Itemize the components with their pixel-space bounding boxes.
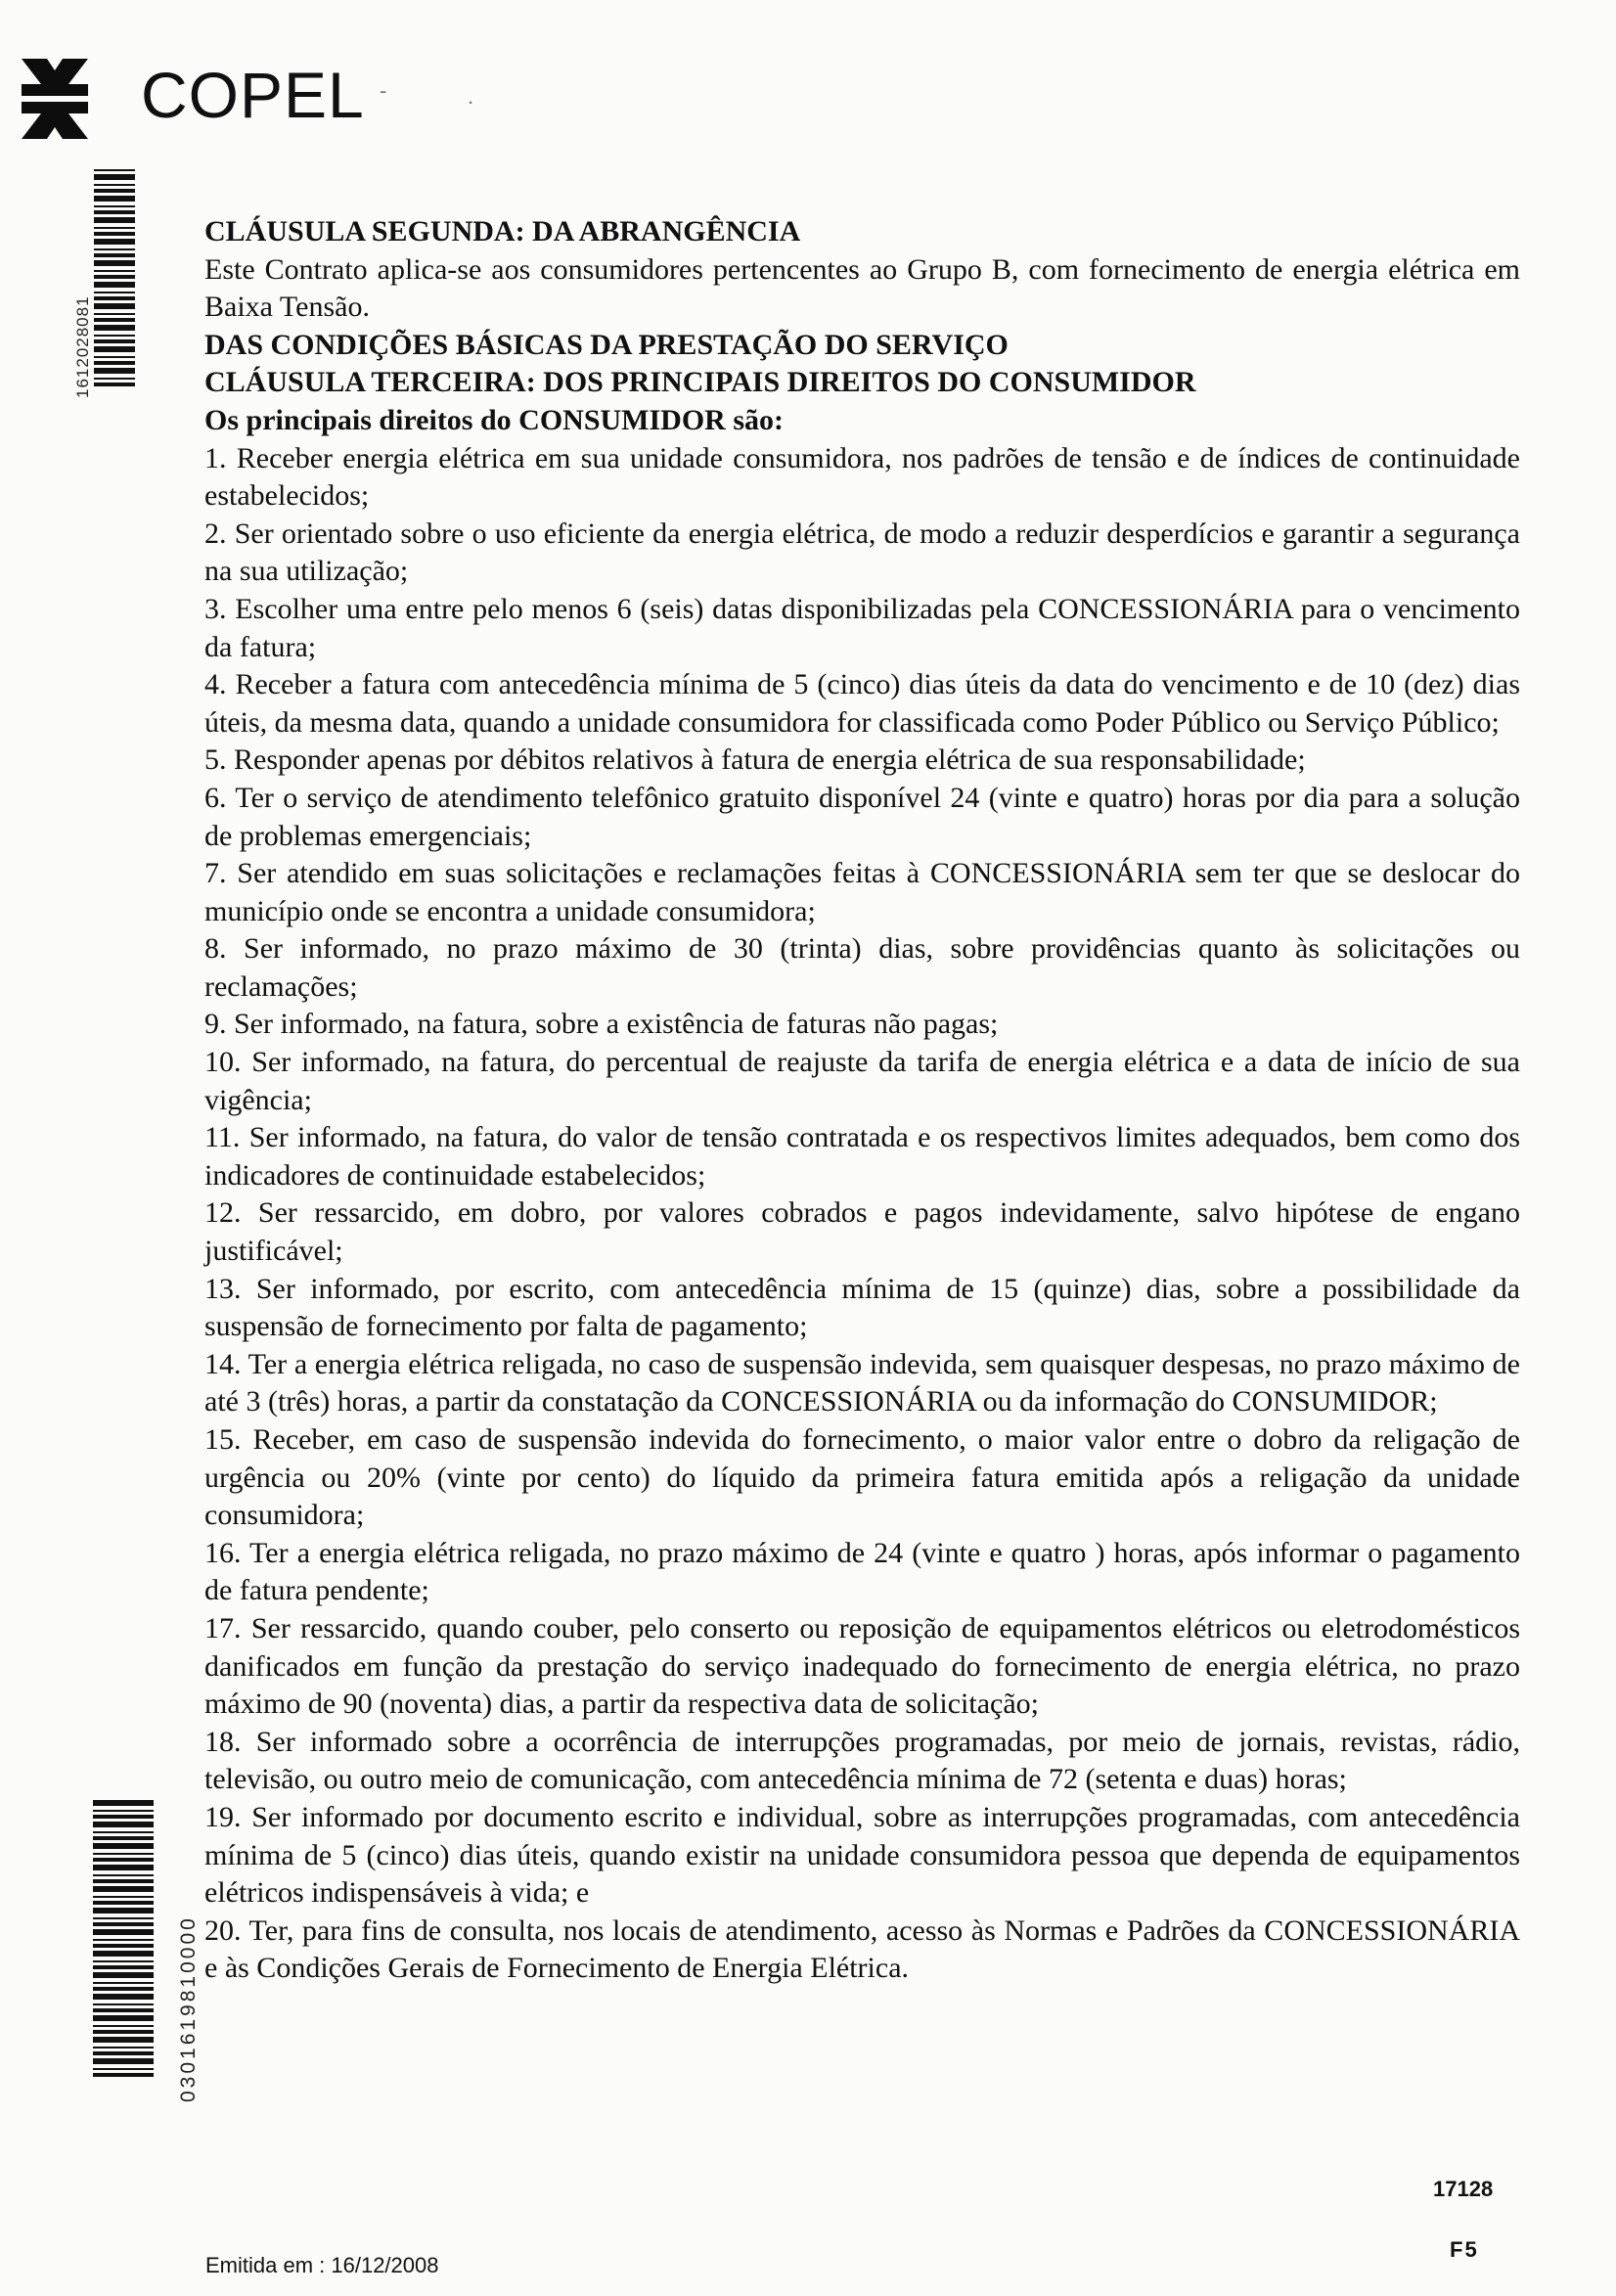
right-item-7: 7. Ser atendido em suas solicitações e reclamações feitas à CONCESSIONÁRIA sem ter que se deslocar do município onde se encontra a unidade consumidora; [204,857,1520,927]
barcode-bottom [93,1800,154,2077]
right-item-3: 3. Escolher uma entre pelo menos 6 (seis) datas disponibilizadas pela CONCESSIONÁRIA para o vencimento da fatura; [204,592,1520,663]
right-item-14: 14. Ter a energia elétrica religada, no caso de suspensão indevida, sem quaisquer despesas, no prazo máximo de até 3 (três) horas, a partir da constatação da CONCESSIONÁRIA ou da informação do CONSUMIDOR; [204,1347,1520,1418]
right-item-18: 18. Ser informado sobre a ocorrência de interrupções programadas, por meio de jornais, revistas, rádio, televisão, ou outro meio de comunicação, com antecedência mínima de 72 (setenta e duas) horas; [204,1725,1520,1796]
right-item-5: 5. Responder apenas por débitos relativos à fatura de energia elétrica de sua responsabilidade; [204,743,1306,777]
right-item-15: 15. Receber, em caso de suspensão indevida do fornecimento, o maior valor entre o dobro da religação de urgência ou 20% (vinte por cento) do líquido da primeira fatura emitida após a religação da unidade consumidora; [204,1423,1520,1532]
right-item-10: 10. Ser informado, na fatura, do percentual de reajuste da tarifa de energia elétrica e a data de início de sua vigência; [204,1046,1520,1116]
scan-artifact: - [380,78,387,103]
barcode-top [94,169,135,386]
copel-logo-icon [14,41,121,149]
right-item-4: 4. Receber a fatura com antecedência mínima de 5 (cinco) dias úteis da data do vencimento e de 10 (dez) dias úteis, da mesma data, quando a unidade consumidora for classificada como Poder Público ou Serviço Público; [204,668,1520,739]
company-header [14,41,464,149]
document-code: 17128 [1433,2177,1494,2201]
scan-artifact: . [468,84,474,109]
right-item-20: 20. Ter, para fins de consulta, nos locais de atendimento, acesso às Normas e Padrões da CONCESSIONÁRIA e às Condições Gerais de Fornecimento de Energia Elétrica. [204,1913,1520,1985]
contract-content [204,213,1520,1988]
right-item-1: 1. Receber energia elétrica em sua unidade consumidora, nos padrões de tensão e de índices de continuidade estabelecidos; [204,441,1520,513]
clause-two-title: CLÁUSULA SEGUNDA: DA ABRANGÊNCIA [204,215,801,248]
barcode-top-number: 1612028081 [73,295,92,398]
right-item-19: 19. Ser informado por documento escrito e individual, sobre as interrupções programadas, com antecedência mínima de 5 (cinco) dias úteis, quando existir na unidade consumidora pessoa que dependa de equipamentos elétricos indispensáveis à vida; e [204,1800,1520,1910]
clause-three-title: CLÁUSULA TERCEIRA: DOS PRINCIPAIS DIREITOS DO CONSUMIDOR [204,366,1196,399]
company-name: COPEL [141,59,365,131]
right-item-8: 8. Ser informado, no prazo máximo de 30 (trinta) dias, sobre providências quanto às solicitações ou reclamações; [204,932,1520,1003]
right-item-6: 6. Ter o serviço de atendimento telefônico gratuito disponível 24 (vinte e quatro) horas por dia para a solução de problemas emergenciais; [204,781,1520,852]
right-item-12: 12. Ser ressarcido, em dobro, por valores cobrados e pagos indevidamente, salvo hipótese de engano justificável; [204,1196,1520,1268]
right-item-17: 17. Ser ressarcido, quando couber, pelo conserto ou reposição de equipamentos elétricos ou eletrodomésticos danificados em função da prestação do serviço inadequado do fornecimento de energia elétrica, no prazo máximo de 90 (noventa) dias, a partir da respectiva data de solicitação; [204,1611,1520,1721]
rights-intro: Os principais direitos do CONSUMIDOR são: [204,403,785,436]
barcode-bottom-number: 0301619810000 [177,1915,200,2102]
right-item-16: 16. Ter a energia elétrica religada, no prazo máximo de 24 (vinte e quatro ) horas, após informar o pagamento de fatura pendente; [204,1536,1520,1607]
right-item-11: 11. Ser informado, na fatura, do valor de tensão contratada e os respectivos limites adequados, bem como dos indicadores de continuidade estabelecidos; [204,1121,1520,1192]
right-item-9: 9. Ser informado, na fatura, sobre a existência de faturas não pagas; [204,1008,999,1041]
right-item-2: 2. Ser orientado sobre o uso eficiente da energia elétrica, de modo a reduzir desperdícios e garantir a segurança na sua utilização; [204,517,1520,588]
basic-conditions-title: DAS CONDIÇÕES BÁSICAS DA PRESTAÇÃO DO SERVIÇO [204,328,1009,361]
issued-date: Emitida em : 16/12/2008 [205,2253,439,2277]
clause-two-text: Este Contrato aplica-se aos consumidores pertencentes ao Grupo B, com fornecimento de energia elétrica em Baixa Tensão. [204,252,1520,324]
form-code: F5 [1450,2237,1479,2262]
right-item-13: 13. Ser informado, por escrito, com antecedência mínima de 15 (quinze) dias, sobre a possibilidade da suspensão de fornecimento por falta de pagamento; [204,1272,1520,1343]
